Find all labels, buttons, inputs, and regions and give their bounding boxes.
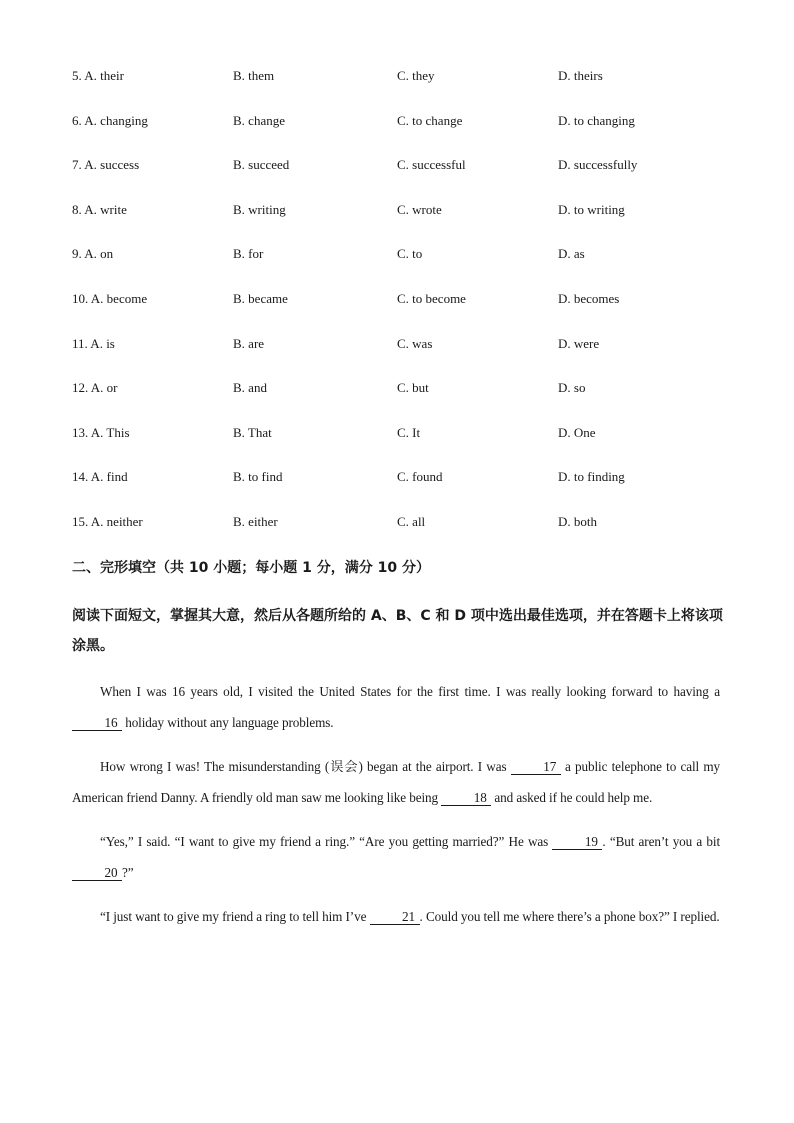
option-a: 6. A. changing <box>72 112 148 128</box>
passage-text: How wrong I was! The misunderstanding (误会) began at the airport. I was <box>100 759 511 774</box>
option-a: 12. A. or <box>72 380 118 396</box>
answer-blank: 21 <box>370 909 420 925</box>
option-a: 11. A. is <box>72 335 115 351</box>
answer-blank: 20 <box>72 865 122 881</box>
question-row <box>72 469 752 514</box>
option-b: B. are <box>233 335 265 351</box>
passage-text: “Yes,” I said. “I want to give my friend a ring.” “Are you getting married?” He was <box>100 834 553 849</box>
passage-paragraph <box>72 676 720 738</box>
passage-paragraph <box>72 901 720 932</box>
option-b: B. succeed <box>233 157 290 173</box>
option-d: D. theirs <box>558 68 603 83</box>
question-row <box>72 157 752 202</box>
answer-options-list <box>72 68 752 559</box>
option-d: D. to finding <box>558 469 625 485</box>
option-d: D. One <box>558 424 596 440</box>
question-row <box>72 68 752 113</box>
option-a: 14. A. find <box>72 469 128 485</box>
option-c: C. all <box>397 513 426 529</box>
answer-blank: 17 <box>511 759 561 775</box>
option-b: B. became <box>233 290 288 306</box>
question-row <box>72 514 752 559</box>
passage-text: and asked if he could help me. <box>491 790 653 805</box>
option-c: C. but <box>397 380 429 396</box>
option-b: B. That <box>233 424 272 440</box>
option-c: C. wrote <box>397 201 442 217</box>
passage-text: . Could you tell me where there’s a phone box?” I replied. <box>419 909 720 924</box>
option-d: D. to writing <box>558 201 625 217</box>
option-c: C. It <box>397 424 421 440</box>
option-c: C. successful <box>397 157 466 173</box>
passage-text: “I just want to give my friend a ring to tell him I’ve <box>100 909 370 924</box>
option-c: C. they <box>397 68 435 83</box>
option-d: D. becomes <box>558 290 620 306</box>
option-a: 10. A. become <box>72 290 148 306</box>
option-d: D. successfully <box>558 157 638 173</box>
passage-text: a public telephone to call my American friend Danny. A friendly old man saw me looking like being <box>72 759 720 805</box>
option-d: D. both <box>558 513 597 529</box>
option-c: C. to become <box>397 290 466 306</box>
option-d: D. to changing <box>558 112 635 128</box>
option-b: B. and <box>233 380 267 396</box>
option-c: C. to <box>397 246 423 262</box>
option-b: B. either <box>233 513 278 529</box>
option-b: B. writing <box>233 201 286 217</box>
question-row <box>72 246 752 291</box>
option-b: B. to find <box>233 469 283 485</box>
option-c: C. to change <box>397 112 463 128</box>
option-a: 9. A. on <box>72 246 114 262</box>
option-b: B. change <box>233 112 285 128</box>
question-row <box>72 291 752 336</box>
option-d: D. so <box>558 380 586 396</box>
option-a: 5. A. their <box>72 68 124 83</box>
option-a: 13. A. This <box>72 424 130 440</box>
section-instructions: 阅读下面短文，掌握其大意，然后从各题所给的 A、B、C 和 D 项中选出最佳选项，并在答题卡上将该项涂黑。 <box>72 608 723 654</box>
passage-text: holiday without any language problems. <box>122 715 334 730</box>
question-row <box>72 113 752 158</box>
passage-text: When I was 16 years old, I visited the United States for the first time. I was really looking forward to having a <box>100 684 720 699</box>
answer-blank: 16 <box>72 715 122 731</box>
option-a: 7. A. success <box>72 157 140 173</box>
option-b: B. them <box>233 68 275 83</box>
question-row <box>72 202 752 247</box>
section-heading: 二、完形填空（共 10 小题；每小题 1 分，满分 10 分） <box>72 560 430 576</box>
option-b: B. for <box>233 246 264 262</box>
answer-blank: 19 <box>552 834 602 850</box>
option-d: D. as <box>558 246 585 262</box>
question-row <box>72 336 752 381</box>
option-d: D. were <box>558 335 600 351</box>
passage-paragraph <box>72 826 720 888</box>
option-a: 8. A. write <box>72 201 127 217</box>
question-row <box>72 380 752 425</box>
question-row <box>72 425 752 470</box>
cloze-passage <box>72 676 720 945</box>
passage-text: . “But aren’t you a bit <box>602 834 721 849</box>
passage-text: ?” <box>122 865 134 880</box>
option-c: C. was <box>397 335 433 351</box>
option-c: C. found <box>397 469 443 485</box>
passage-paragraph <box>72 751 720 813</box>
answer-blank: 18 <box>441 790 491 806</box>
option-a: 15. A. neither <box>72 513 143 529</box>
